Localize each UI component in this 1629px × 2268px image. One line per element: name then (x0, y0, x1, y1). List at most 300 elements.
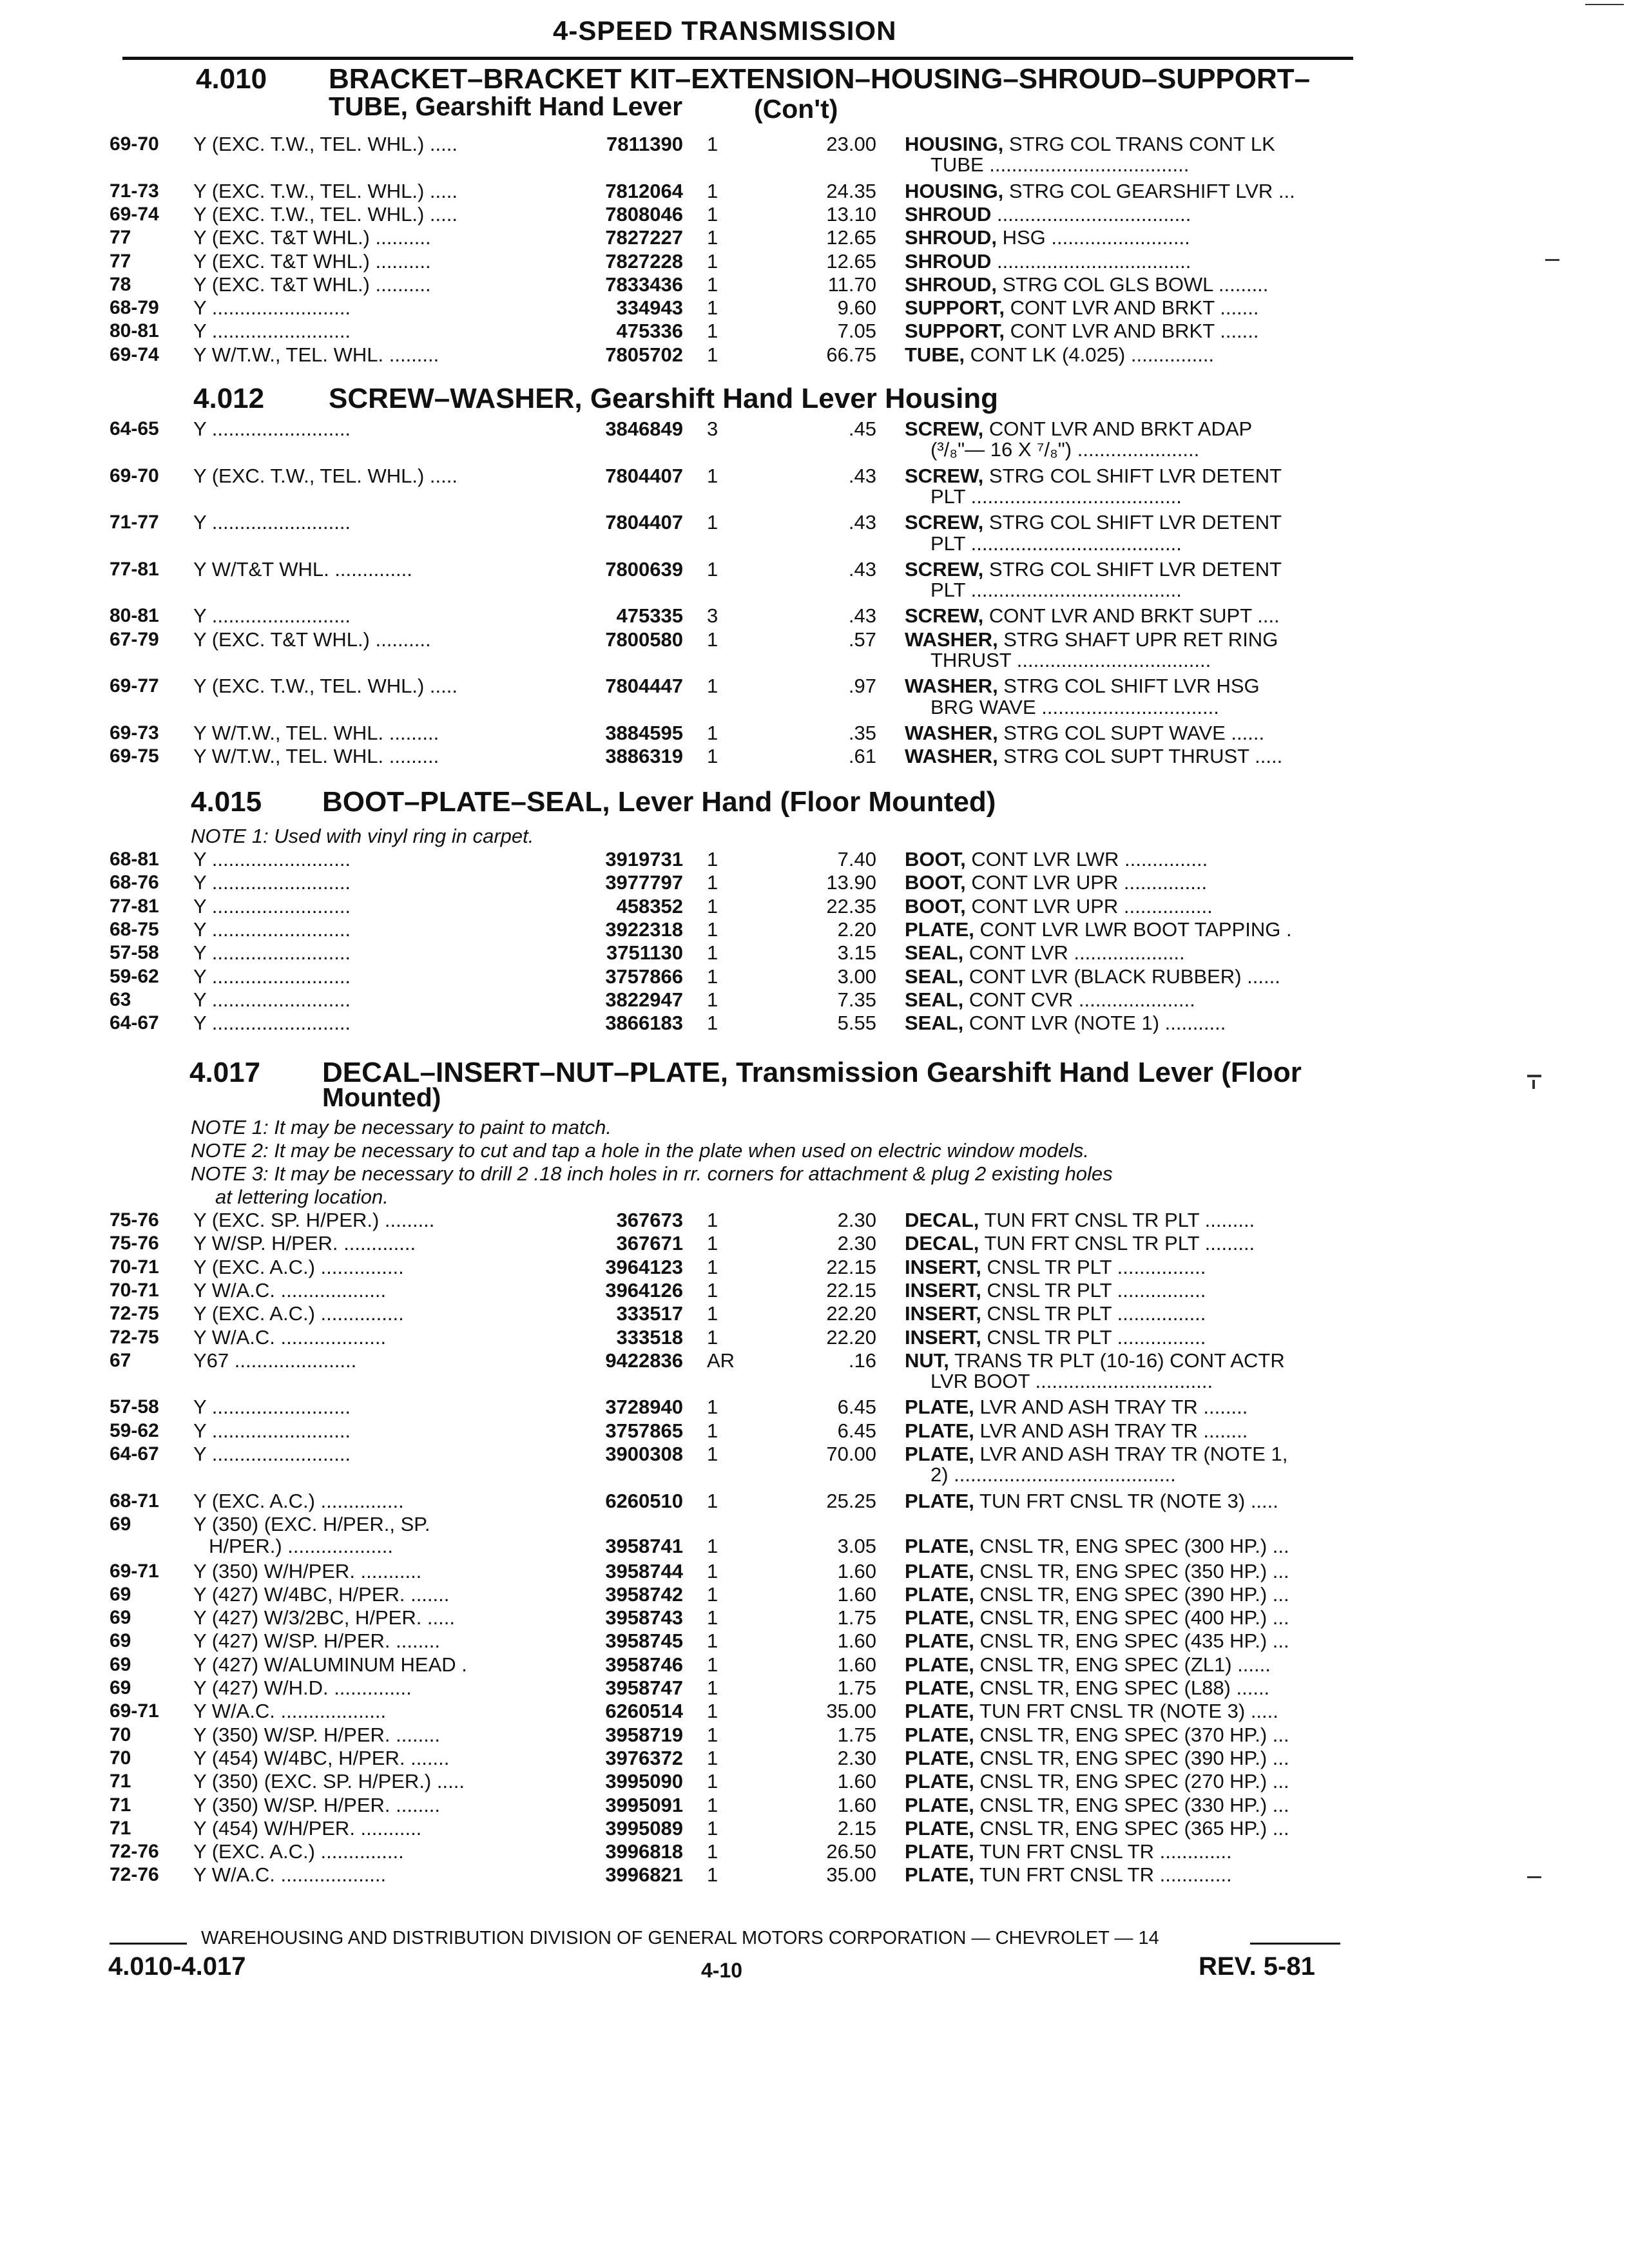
year-cell: 69 (110, 1513, 131, 1535)
description-cell (905, 296, 1452, 320)
year-cell: 71-77 (110, 512, 159, 533)
part-number-cell: 3866183 (605, 1012, 683, 1035)
table-row (110, 1443, 1463, 1466)
table-row-continuation (110, 532, 1463, 555)
part-number-cell: 7804407 (605, 511, 683, 534)
table-row (110, 1349, 1463, 1372)
part-number-cell: 7800639 (605, 557, 683, 581)
application-cell: Y W/A.C. ................... (193, 1278, 387, 1302)
quantity-cell: 1 (707, 1840, 718, 1863)
description-keyword: PLATE, (905, 1489, 974, 1512)
description-text: CNSL TR PLT ................ (981, 1278, 1206, 1302)
application-cell: Y (350) (EXC. H/PER., SP. (193, 1512, 430, 1535)
part-number-cell: 3728940 (605, 1396, 683, 1419)
application-cell: Y (454) W/4BC, H/PER. ....... (193, 1746, 450, 1769)
quantity-cell: 3 (707, 604, 718, 628)
scan-speck (1585, 4, 1624, 5)
description-text: CONT LVR (NOTE 1) ........... (963, 1012, 1226, 1035)
description-text: CONT LVR .................... (963, 941, 1185, 965)
section-title: BOOT–PLATE–SEAL, Lever Hand (Floor Mounted) (322, 786, 996, 818)
quantity-cell: 1 (707, 1723, 718, 1746)
description-text: CONT LVR UPR ............... (965, 871, 1208, 894)
price-cell: 1.60 (837, 1629, 876, 1653)
quantity-cell: 1 (707, 871, 718, 894)
description-keyword: SUPPORT, (905, 320, 1005, 343)
description-continuation: (³/₈"— 16 X ⁷/₈") ...................... (930, 438, 1200, 461)
application-cell: Y ......................... (193, 296, 351, 320)
application-cell: Y ......................... (193, 511, 351, 534)
price-cell: 7.40 (837, 848, 876, 870)
application-cell: Y (427) W/3/2BC, H/PER. ..... (193, 1606, 455, 1629)
price-cell: 1.60 (837, 1653, 876, 1676)
table-row (110, 1629, 1463, 1653)
description-cell (905, 1256, 1452, 1279)
description-keyword: PLATE, (905, 1746, 974, 1769)
description-cell (905, 203, 1452, 226)
part-number-cell: 7812064 (605, 179, 683, 202)
description-cell (905, 965, 1452, 988)
quantity-cell: 1 (707, 1629, 718, 1653)
quantity-cell: 1 (707, 1232, 718, 1255)
year-cell: 77-81 (110, 558, 159, 580)
price-cell: 1.75 (837, 1723, 876, 1746)
application-cell: Y (350) W/H/PER. ........... (193, 1559, 422, 1582)
year-cell: 69-70 (110, 133, 159, 155)
year-cell: 69-75 (110, 745, 159, 767)
year-cell: 68-81 (110, 849, 159, 870)
part-number-cell: 3977797 (605, 871, 683, 894)
description-cell (905, 604, 1452, 628)
year-cell: 59-62 (110, 1419, 159, 1441)
quantity-cell: 1 (707, 1863, 718, 1887)
description-cell (905, 895, 1452, 918)
quantity-cell: 1 (707, 1419, 718, 1442)
description-cell (905, 1209, 1452, 1232)
description-cell (905, 1012, 1452, 1035)
description-continuation: 2) ........................................ (930, 1463, 1176, 1486)
description-keyword: PLATE, (905, 1419, 974, 1442)
application-cell: Y ......................... (193, 320, 351, 343)
price-cell: 1.75 (837, 1677, 876, 1699)
table-row (110, 180, 1463, 203)
scan-speck (1532, 1080, 1535, 1089)
year-cell: 77 (110, 227, 131, 249)
year-cell: 69-77 (110, 675, 159, 697)
description-text: STRG COL GEARSHIFT LVR ... (1003, 179, 1295, 202)
section-number: 4.017 (189, 1057, 261, 1088)
quantity-cell: 1 (707, 675, 718, 698)
quantity-cell: 1 (707, 202, 718, 226)
table-row-continuation (110, 649, 1463, 672)
application-cell: Y (EXC. A.C.) ............... (193, 1489, 404, 1512)
table-row-continuation (110, 1535, 1463, 1558)
description-continuation: PLT ...................................... (930, 485, 1182, 508)
description-cell (905, 1535, 1452, 1558)
description-keyword: PLATE, (905, 1629, 974, 1653)
description-text: LVR AND ASH TRAY TR ........ (974, 1396, 1248, 1419)
description-continuation: TUBE .................................... (930, 153, 1190, 177)
application-cell: Y (427) W/SP. H/PER. ........ (193, 1629, 441, 1653)
table-row (110, 1490, 1463, 1513)
quantity-cell: 1 (707, 1746, 718, 1769)
description-keyword: PLATE, (905, 918, 974, 941)
quantity-cell: 1 (707, 628, 718, 651)
section-title: SCREW–WASHER, Gearshift Hand Lever Housing (329, 383, 999, 414)
description-cell (905, 226, 1452, 249)
quantity-cell: AR (707, 1349, 735, 1372)
price-cell: 35.00 (826, 1700, 876, 1723)
table-row (110, 226, 1463, 249)
table-row (110, 203, 1463, 226)
description-keyword: PLATE, (905, 1770, 974, 1793)
part-number-cell: 3822947 (605, 988, 683, 1011)
application-cell: Y W/A.C. ................... (193, 1700, 387, 1723)
year-cell: 69-74 (110, 343, 159, 365)
price-cell: 3.05 (837, 1535, 876, 1558)
description-text: CONT CVR ..................... (963, 988, 1195, 1011)
footer-section-range: 4.010-4.017 (108, 1952, 246, 1981)
description-keyword: PLATE, (905, 1700, 974, 1723)
application-cell: Y ......................... (193, 1396, 351, 1419)
description-keyword: TUBE, (905, 343, 965, 366)
section-number: 4.015 (191, 786, 262, 818)
year-cell: 69-73 (110, 722, 159, 744)
quantity-cell: 1 (707, 249, 718, 273)
price-cell: 12.65 (826, 249, 876, 273)
price-cell: 13.10 (826, 202, 876, 226)
table-row (110, 722, 1463, 745)
footer-rule-left (110, 1943, 187, 1945)
part-number-cell: 3958746 (605, 1653, 683, 1676)
application-cell: Y (EXC. T&T WHL.) .......... (193, 249, 431, 273)
section-title: DECAL–INSERT–NUT–PLATE, Transmission Gearshift Hand Lever (Floor (322, 1057, 1302, 1088)
description-keyword: WASHER, (905, 745, 998, 768)
description-cell (905, 1349, 1452, 1372)
description-text: ................................... (991, 202, 1191, 226)
application-cell: Y W/A.C. ................... (193, 1863, 387, 1887)
application-cell: Y (EXC. A.C.) ............... (193, 1302, 404, 1325)
description-keyword: PLATE, (905, 1653, 974, 1676)
application-cell: Y (EXC. T.W., TEL. WHL.) ..... (193, 464, 458, 487)
part-number-cell: 475335 (616, 604, 683, 628)
price-cell: 6.45 (837, 1396, 876, 1419)
application-cell: Y ......................... (193, 894, 351, 918)
quantity-cell: 1 (707, 1396, 718, 1419)
description-keyword: BOOT, (905, 871, 966, 894)
table-row (110, 320, 1463, 343)
description-keyword: PLATE, (905, 1443, 974, 1465)
price-cell: .43 (848, 464, 876, 487)
part-number-cell: 7827227 (605, 226, 683, 249)
description-cell (905, 558, 1452, 581)
description-cell (905, 1279, 1452, 1302)
part-number-cell: 3757866 (605, 965, 683, 988)
application-cell: Y W/T&T WHL. .............. (193, 557, 412, 581)
description-keyword: INSERT, (905, 1302, 981, 1325)
application-cell: Y (350) (EXC. SP. H/PER.) ..... (193, 1770, 465, 1793)
scan-speck (1527, 1876, 1541, 1878)
year-cell: 71-73 (110, 180, 159, 202)
application-cell: Y (EXC. T.W., TEL. WHL.) ..... (193, 675, 458, 698)
quantity-cell: 1 (707, 1606, 718, 1629)
section-number: 4.010 (196, 63, 267, 95)
description-keyword: SUPPORT, (905, 296, 1005, 320)
table-row (110, 1583, 1463, 1606)
description-text: LVR AND ASH TRAY TR (NOTE 1, (974, 1443, 1288, 1465)
description-text: LVR AND ASH TRAY TR ........ (974, 1419, 1248, 1442)
description-text: CNSL TR, ENG SPEC (300 HP.) ... (974, 1535, 1289, 1558)
table-row (110, 1606, 1463, 1629)
description-keyword: SCREW, (905, 511, 984, 534)
application-cell: Y W/SP. H/PER. ............. (193, 1232, 416, 1255)
description-text: CONT LVR (BLACK RUBBER) ...... (963, 965, 1280, 988)
table-row (110, 343, 1463, 367)
year-cell: 71 (110, 1817, 131, 1839)
year-cell: 68-71 (110, 1490, 159, 1512)
description-keyword: DECAL, (905, 1232, 979, 1255)
table-row (110, 1256, 1463, 1279)
description-cell (905, 1747, 1452, 1770)
price-cell: 6.45 (837, 1419, 876, 1442)
price-cell: .35 (848, 721, 876, 744)
part-number-cell: 333518 (616, 1325, 683, 1349)
description-keyword: INSERT, (905, 1255, 981, 1278)
quantity-cell: 3 (707, 418, 718, 440)
description-text: STRG COL SUPT WAVE ...... (998, 721, 1265, 744)
table-row (110, 918, 1463, 941)
quantity-cell: 1 (707, 941, 718, 965)
year-cell: 69 (110, 1677, 131, 1698)
quantity-cell: 1 (707, 965, 718, 988)
description-cell (905, 1560, 1452, 1583)
quantity-cell: 1 (707, 320, 718, 343)
price-cell: 9.60 (837, 296, 876, 320)
description-text: HSG ......................... (996, 226, 1190, 249)
application-cell: Y (EXC. SP. H/PER.) ......... (193, 1209, 435, 1231)
year-cell: 63 (110, 988, 131, 1010)
description-text: STRG COL SHIFT LVR DETENT (983, 511, 1282, 534)
part-number-cell: 3995090 (605, 1770, 683, 1793)
description-keyword: SEAL, (905, 965, 964, 988)
section-number: 4.012 (193, 383, 265, 414)
application-continuation: H/PER.) ................... (209, 1535, 393, 1558)
application-cell: Y (EXC. T.W., TEL. WHL.) ..... (193, 133, 458, 155)
description-text: CNSL TR, ENG SPEC (365 HP.) ... (974, 1816, 1289, 1840)
table-row-continuation (110, 438, 1463, 461)
section-note: NOTE 2: It may be necessary to cut and tap a hole in the plate when used on electric window models. (191, 1139, 1090, 1162)
price-cell: 22.15 (826, 1255, 876, 1278)
quantity-cell: 1 (707, 273, 718, 296)
quantity-cell: 1 (707, 511, 718, 534)
description-keyword: HOUSING, (905, 133, 1004, 155)
table-row-continuation (110, 485, 1463, 508)
price-cell: 11.70 (827, 273, 876, 296)
application-cell: Y (EXC. T&T WHL.) .......... (193, 628, 431, 651)
section-note: NOTE 3: It may be necessary to drill 2 .18 inch holes in rr. corners for attachment & plug 2 existing holes (191, 1162, 1113, 1185)
description-cell (905, 418, 1452, 441)
part-number-cell: 3995091 (605, 1793, 683, 1816)
description-keyword: SCREW, (905, 418, 984, 440)
description-text: CNSL TR, ENG SPEC (ZL1) ...... (974, 1653, 1271, 1676)
application-cell: Y W/A.C. ................... (193, 1325, 387, 1349)
description-keyword: SHROUD, (905, 226, 997, 249)
price-cell: .97 (848, 675, 876, 698)
year-cell: 70-71 (110, 1256, 159, 1278)
price-cell: 66.75 (826, 343, 876, 366)
description-text: CNSL TR, ENG SPEC (370 HP.) ... (974, 1723, 1289, 1746)
price-cell: 22.20 (826, 1302, 876, 1325)
footer-rule-right (1250, 1943, 1340, 1945)
price-cell: 2.30 (837, 1746, 876, 1769)
price-cell: 24.35 (826, 179, 876, 202)
price-cell: 3.00 (837, 965, 876, 988)
price-cell: 12.65 (826, 226, 876, 249)
description-cell (905, 628, 1452, 651)
description-text: CNSL TR, ENG SPEC (400 HP.) ... (974, 1606, 1289, 1629)
section-continued-label: (Con't) (754, 94, 838, 124)
part-number-cell: 333517 (616, 1302, 683, 1325)
table-row (110, 1560, 1463, 1583)
description-keyword: WASHER, (905, 675, 998, 698)
description-keyword: INSERT, (905, 1325, 981, 1349)
description-keyword: PLATE, (905, 1559, 974, 1582)
table-row (110, 745, 1463, 768)
year-cell: 57-58 (110, 1396, 159, 1418)
part-number-cell: 475336 (616, 320, 683, 343)
application-cell: Y ......................... (193, 1419, 351, 1442)
table-row (110, 1700, 1463, 1723)
table-row (110, 296, 1463, 320)
description-continuation: PLT ...................................... (930, 532, 1182, 555)
table-row (110, 1794, 1463, 1817)
table-row (110, 1302, 1463, 1325)
description-text: CNSL TR, ENG SPEC (350 HP.) ... (974, 1559, 1289, 1582)
description-continuation: PLT ...................................... (930, 579, 1182, 602)
description-cell (905, 1677, 1452, 1700)
part-number-cell: 3900308 (605, 1443, 683, 1465)
description-keyword: BOOT, (905, 894, 966, 918)
part-number-cell: 3757865 (605, 1419, 683, 1442)
year-cell: 69-74 (110, 203, 159, 225)
scan-speck (1527, 1075, 1541, 1077)
description-cell (905, 180, 1452, 203)
part-number-cell: 458352 (616, 894, 683, 918)
description-cell (905, 745, 1452, 768)
application-cell: Y W/T.W., TEL. WHL. ......... (193, 721, 439, 744)
application-cell: Y (427) W/H.D. .............. (193, 1677, 412, 1699)
quantity-cell: 1 (707, 1278, 718, 1302)
quantity-cell: 1 (707, 133, 718, 155)
description-text: CNSL TR PLT ................ (981, 1255, 1206, 1278)
year-cell: 64-67 (110, 1012, 159, 1034)
table-row (110, 1747, 1463, 1770)
application-cell: Y (EXC. T&T WHL.) .......... (193, 226, 431, 249)
table-row (110, 273, 1463, 296)
quantity-cell: 1 (707, 1012, 718, 1035)
part-number-cell: 9422836 (605, 1349, 683, 1372)
year-cell: 69 (110, 1607, 131, 1629)
price-cell: 2.30 (837, 1232, 876, 1255)
table-row (110, 133, 1463, 156)
year-cell: 67 (110, 1349, 131, 1371)
header-rule (122, 57, 1353, 60)
description-keyword: PLATE, (905, 1863, 974, 1887)
part-number-cell: 3958743 (605, 1606, 683, 1629)
table-row (110, 1724, 1463, 1747)
year-cell: 71 (110, 1771, 131, 1792)
year-cell: 68-79 (110, 297, 159, 319)
description-keyword: SCREW, (905, 604, 984, 628)
scan-speck (1545, 259, 1559, 261)
description-text: CONT LK (4.025) ............... (965, 343, 1215, 366)
description-keyword: WASHER, (905, 628, 998, 651)
description-cell (905, 1700, 1452, 1723)
price-cell: 1.60 (837, 1770, 876, 1793)
application-cell: Y ......................... (193, 418, 351, 440)
description-text: CNSL TR, ENG SPEC (390 HP.) ... (974, 1582, 1289, 1606)
price-cell: 7.35 (837, 988, 876, 1011)
year-cell: 68-75 (110, 918, 159, 940)
application-cell: Y ......................... (193, 871, 351, 894)
table-row-continuation (110, 1370, 1463, 1393)
description-text: CNSL TR PLT ................ (981, 1325, 1206, 1349)
quantity-cell: 1 (707, 1582, 718, 1606)
description-cell (905, 511, 1452, 534)
description-text: TUN FRT CNSL TR (NOTE 3) ..... (974, 1700, 1278, 1723)
description-cell (905, 675, 1452, 698)
part-number-cell: 367673 (616, 1209, 683, 1231)
description-keyword: SEAL, (905, 988, 964, 1011)
price-cell: .61 (848, 745, 876, 768)
description-keyword: NUT, (905, 1349, 949, 1372)
description-cell (905, 1302, 1452, 1325)
part-number-cell: 3964126 (605, 1278, 683, 1302)
section-note: NOTE 1: It may be necessary to paint to match. (191, 1116, 612, 1139)
section-title-line2: Mounted) (322, 1082, 441, 1112)
application-cell: Y W/T.W., TEL. WHL. ......... (193, 745, 439, 768)
quantity-cell: 1 (707, 1209, 718, 1231)
year-cell: 57-58 (110, 942, 159, 964)
description-text: CONT LVR AND BRKT SUPT .... (983, 604, 1280, 628)
table-row (110, 1209, 1463, 1232)
year-cell: 72-75 (110, 1326, 159, 1348)
description-cell (905, 133, 1452, 156)
part-number-cell: 7808046 (605, 202, 683, 226)
year-cell: 64-65 (110, 418, 159, 439)
price-cell: .57 (848, 628, 876, 651)
description-continuation: THRUST ................................... (930, 649, 1211, 671)
quantity-cell: 1 (707, 179, 718, 202)
year-cell: 67-79 (110, 628, 159, 650)
table-row (110, 1770, 1463, 1793)
price-cell: 2.30 (837, 1209, 876, 1231)
price-cell: 13.90 (826, 871, 876, 894)
table-row (110, 941, 1463, 965)
description-keyword: WASHER, (905, 721, 998, 744)
table-row-continuation (110, 153, 1463, 177)
description-keyword: PLATE, (905, 1793, 974, 1816)
description-keyword: SHROUD (905, 202, 992, 226)
application-cell: Y ......................... (193, 1443, 351, 1465)
quantity-cell: 1 (707, 296, 718, 320)
price-cell: 2.20 (837, 918, 876, 941)
price-cell: 5.55 (837, 1012, 876, 1035)
part-number-cell: 367671 (616, 1232, 683, 1255)
description-keyword: PLATE, (905, 1840, 974, 1863)
table-row (110, 418, 1463, 441)
table-row-continuation (110, 579, 1463, 602)
table-row (110, 1817, 1463, 1840)
